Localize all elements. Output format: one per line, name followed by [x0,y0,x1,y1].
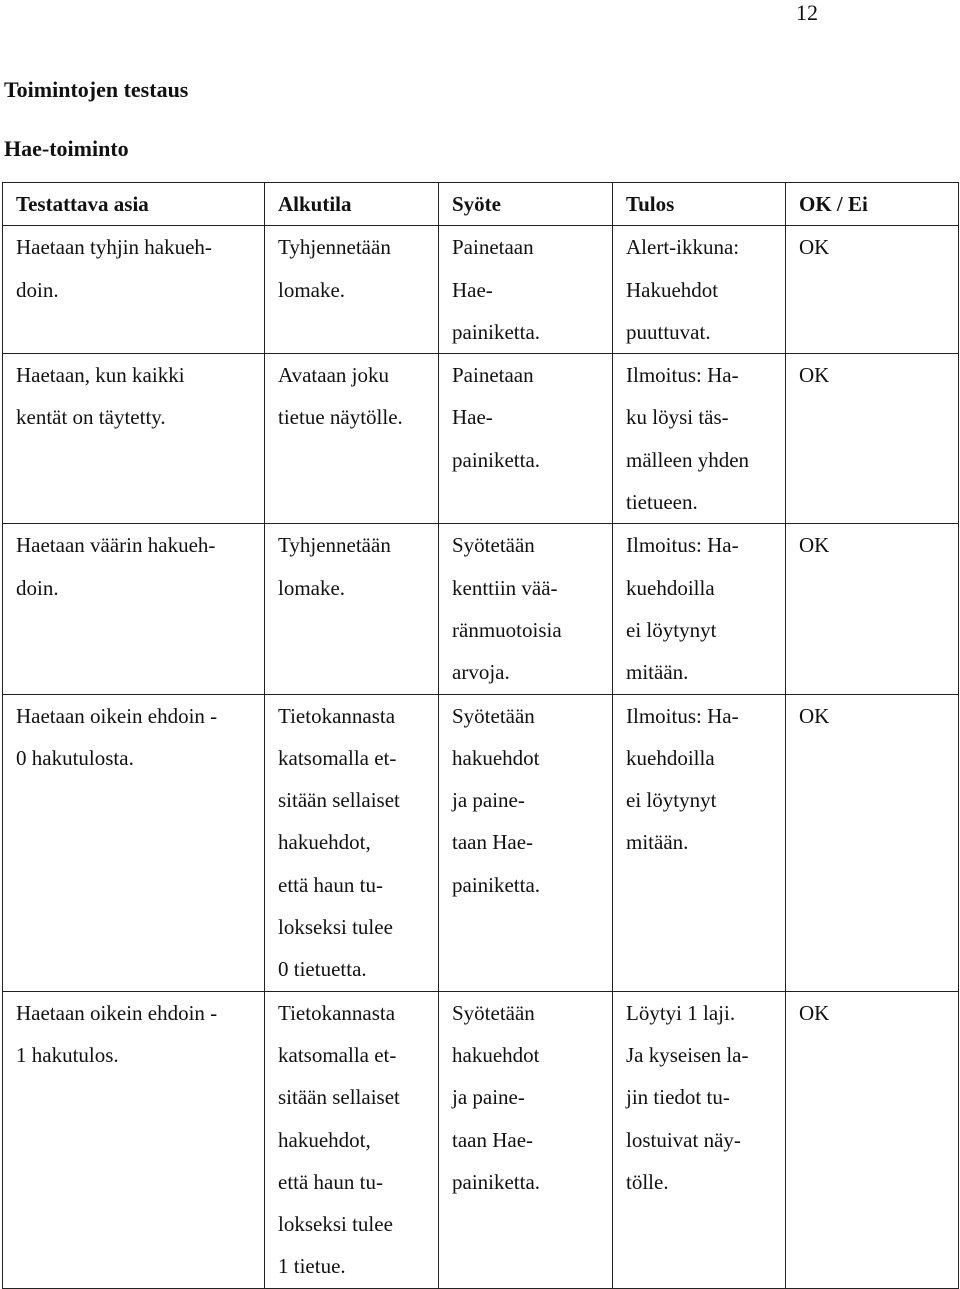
cell-ok [786,694,959,991]
cell-text: Haetaan väärin hakueh- doin. [16,533,216,600]
table-header-row [3,183,959,226]
cell-text: Löytyi 1 laji. Ja kyseisen la- jin tiedot tu- lostuivat näy- tölle. [626,1000,749,1194]
cell-alkutila [265,354,439,524]
cell-syote [439,694,613,991]
cell-testattava-asia [3,694,265,991]
header-tulos: Tulos [613,183,786,226]
cell-text: OK [799,1000,830,1025]
cell-ok [786,524,959,694]
cell-text: OK [799,235,830,260]
page-number: 12 [796,0,818,25]
cell-syote [439,991,613,1288]
header-ok-ei: OK / Ei [786,183,959,226]
cell-text: Tietokannasta katsomalla et- sitään sellaiset hakuehdot, että haun tu- lokseksi tulee 0 tietuetta. [278,703,400,982]
cell-testattava-asia [3,991,265,1288]
cell-testattava-asia [3,524,265,694]
cell-syote [439,226,613,354]
cell-tulos [613,694,786,991]
cell-text: Ilmoitus: Ha- ku löysi täs- mälleen yhden tietueen. [626,363,750,515]
cell-text: Syötetään hakuehdot ja paine- taan Hae- painiketta. [452,703,541,897]
cell-text: Tyhjennetään lomake. [278,533,391,600]
table-row [3,524,959,694]
table-row [3,226,959,354]
cell-text: Syötetään kenttiin vää- ränmuotoisia arvoja. [452,533,562,685]
cell-syote [439,354,613,524]
cell-text: Haetaan tyhjin hakueh- doin. [16,235,212,302]
cell-testattava-asia [3,226,265,354]
cell-ok [786,354,959,524]
cell-text: Haetaan oikein ehdoin - 1 hakutulos. [16,1000,218,1067]
test-table [2,182,959,1289]
cell-tulos [613,524,786,694]
cell-text: OK [799,533,830,558]
header-syote: Syöte [439,183,613,226]
table-row [3,354,959,524]
cell-tulos [613,226,786,354]
table-row [3,991,959,1288]
cell-text: Alert-ikkuna: Hakuehdot puuttuvat. [626,235,740,344]
cell-text: OK [799,363,830,388]
section-heading: Toimintojen testaus [4,77,189,102]
cell-syote [439,524,613,694]
cell-text: Tyhjennetään lomake. [278,235,391,302]
cell-text: Tietokannasta katsomalla et- sitään sellaiset hakuehdot, että haun tu- lokseksi tulee 1 tietue. [278,1000,400,1279]
cell-text: Avataan joku tietue näytölle. [278,363,403,430]
cell-ok [786,226,959,354]
cell-text: Haetaan oikein ehdoin - 0 hakutulosta. [16,703,218,770]
table-row [3,694,959,991]
cell-text: Ilmoitus: Ha- kuehdoilla ei löytynyt mitään. [626,533,739,685]
cell-testattava-asia [3,354,265,524]
cell-text: Painetaan Hae- painiketta. [452,235,541,344]
cell-tulos [613,354,786,524]
cell-alkutila [265,226,439,354]
cell-tulos [613,991,786,1288]
cell-alkutila [265,991,439,1288]
cell-alkutila [265,694,439,991]
cell-ok [786,991,959,1288]
cell-text: Syötetään hakuehdot ja paine- taan Hae- painiketta. [452,1000,541,1194]
header-testattava-asia: Testattava asia [3,183,265,226]
cell-alkutila [265,524,439,694]
cell-text: Ilmoitus: Ha- kuehdoilla ei löytynyt mitään. [626,703,739,855]
header-alkutila: Alkutila [265,183,439,226]
cell-text: Haetaan, kun kaikki kentät on täytetty. [16,363,185,430]
section-subheading: Hae-toiminto [4,136,129,161]
cell-text: Painetaan Hae- painiketta. [452,363,541,472]
cell-text: OK [799,703,830,728]
